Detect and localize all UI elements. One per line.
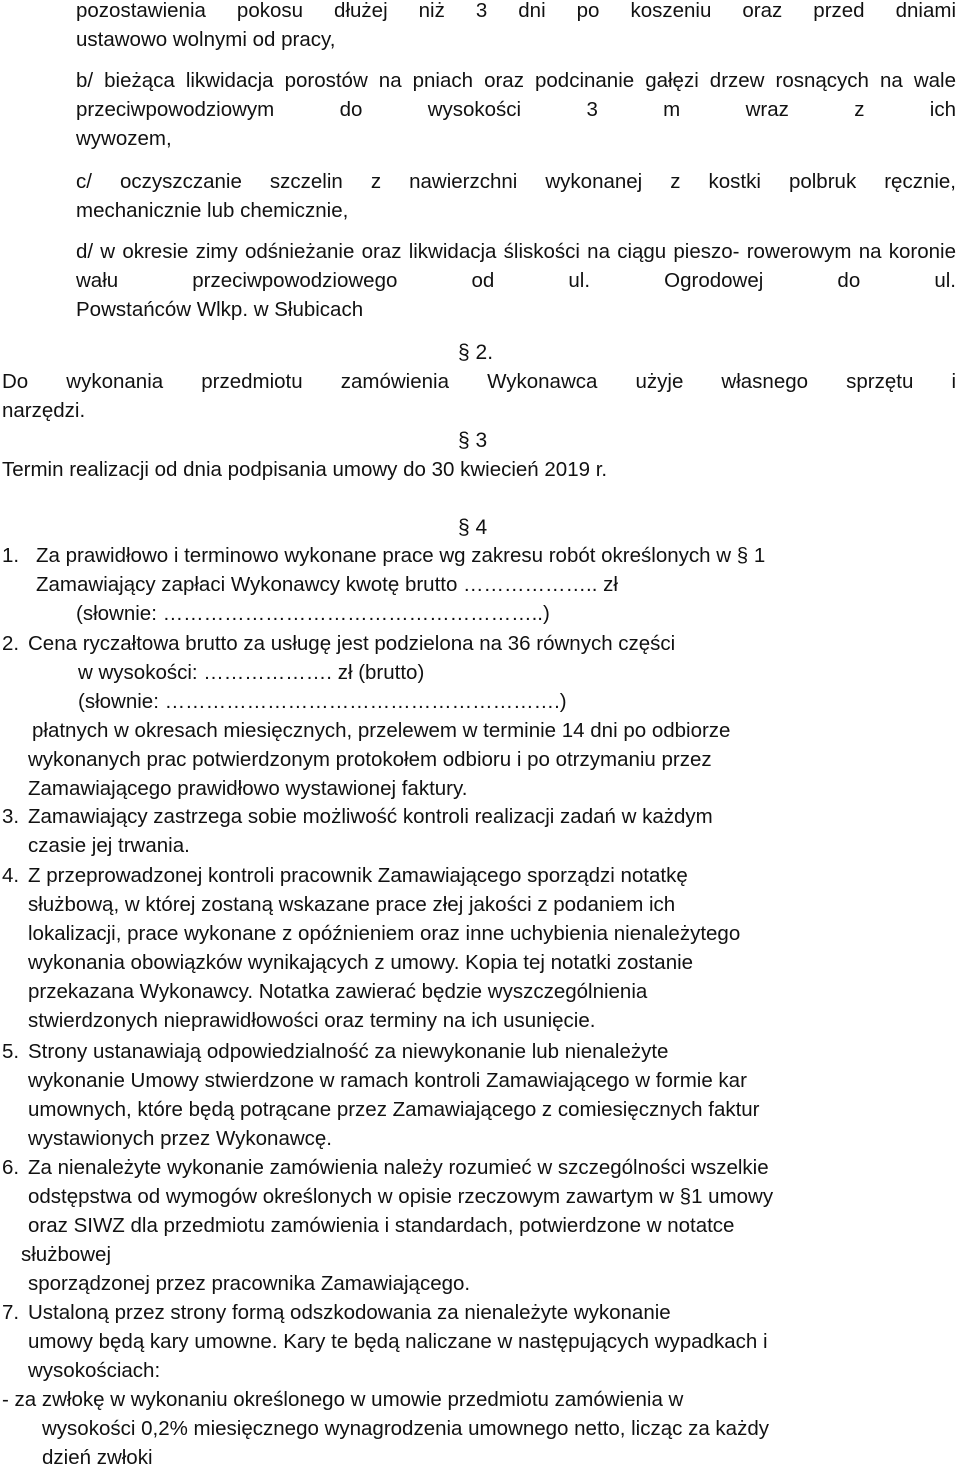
section-4-heading: § 4 xyxy=(458,516,488,539)
item-a-continuation xyxy=(76,0,956,54)
text-line: Cena ryczałtowa brutto za usługę jest podzielona na 36 równych części xyxy=(28,632,676,655)
text-line: Z przeprowadzonej kontroli pracownik Zamawiającego sporządzi notatkę xyxy=(28,864,688,887)
section-2-heading: § 2. xyxy=(458,341,494,364)
text-line: oraz SIWZ dla przedmiotu zamówienia i standardach, potwierdzone w notatce xyxy=(28,1214,735,1237)
text-line: wysokościach: xyxy=(28,1359,161,1382)
text-line: stwierdzonych nieprawidłowości oraz terminy na ich usunięcie. xyxy=(28,1009,596,1032)
section-3-text xyxy=(2,455,956,484)
text-line: Do wykonania przedmiotu zamówienia Wykonawca użyje własnego sprzętu i xyxy=(2,370,956,393)
text-line: pozostawienia pokosu dłużej niż 3 dni po koszeniu oraz przed dniami xyxy=(76,0,956,22)
text-line: - za zwłokę w wykonaniu określonego w umowie przedmiotu zamówienia w xyxy=(2,1388,684,1411)
item-number: 7. xyxy=(2,1301,20,1324)
section-2-text xyxy=(2,367,956,425)
text-line: przekazana Wykonawcy. Notatka zawierać będzie wyszczególnienia xyxy=(28,980,648,1003)
text-line: dzień zwłoki xyxy=(42,1446,153,1469)
text-line: rowerowym na koronie wału przeciwpowodziowego od ul. Ogrodowej do ul. xyxy=(76,240,956,292)
text-line: d/ w okresie zimy odśnieżanie oraz likwidacja śliskości na ciągu pieszo- xyxy=(76,240,740,263)
list-item xyxy=(2,1037,956,1153)
item-number: 6. xyxy=(2,1156,20,1179)
text-line: Powstańców Wlkp. w Słubicach xyxy=(76,298,364,321)
text-line: czasie jej trwania. xyxy=(28,834,190,857)
text-line: odstępstwa od wymogów określonych w opisie rzeczowym zawartym w §1 umowy xyxy=(28,1185,774,1208)
text-line: służbowej xyxy=(21,1243,112,1266)
text-line: Za prawidłowo i terminowo wykonane prace wg zakresu robót określonych w § 1 xyxy=(36,544,766,567)
item-c xyxy=(76,167,956,225)
text-line: płatnych w okresach miesięcznych, przelewem w terminie 14 dni po odbiorze xyxy=(32,719,731,742)
text-line: Zamawiający zapłaci Wykonawcy kwotę brutto ……………….. zł xyxy=(36,573,618,596)
text-line: ustawowo wolnymi od pracy, xyxy=(76,28,336,51)
list-item xyxy=(2,1298,956,1472)
text-line: wysokości 0,2% miesięcznego wynagrodzenia umownego netto, licząc za każdy xyxy=(42,1417,769,1440)
text-line: Ustaloną przez strony formą odszkodowania za nienależyte wykonanie xyxy=(28,1301,671,1324)
text-line: Za nienależyte wykonanie zamówienia należy rozumieć w szczególności wszelkie xyxy=(28,1156,769,1179)
text-line: Zamawiający zastrzega sobie możliwość kontroli realizacji zadań w każdym xyxy=(28,805,713,828)
item-b xyxy=(76,66,956,153)
text-line: rosnących na wale przeciwpowodziowym do wysokości 3 m wraz z ich xyxy=(76,69,956,121)
text-line: wystawionych przez Wykonawcę. xyxy=(28,1127,333,1150)
text-line: wykonanie Umowy stwierdzone w ramach kontroli Zamawiającego w formie kar xyxy=(28,1069,747,1092)
text-line: (słownie: ………………………………………………..) xyxy=(76,602,550,625)
text-line: lokalizacji, prace wykonane z opóźnieniem oraz inne uchybienia nienależytego xyxy=(28,922,741,945)
item-number: 2. xyxy=(2,632,20,655)
text-line: Strony ustanawiają odpowiedzialność za niewykonanie lub nienależyte xyxy=(28,1040,669,1063)
item-number: 4. xyxy=(2,864,20,887)
list-item xyxy=(2,1153,956,1298)
item-number: 1. xyxy=(2,544,20,567)
text-line: sporządzonej przez pracownika Zamawiającego. xyxy=(28,1272,471,1295)
text-line: Zamawiającego prawidłowo wystawionej faktury. xyxy=(28,777,468,800)
text-line: umownych, które będą potrącane przez Zamawiającego z comiesięcznych faktur xyxy=(28,1098,760,1121)
text-line: Termin realizacji od dnia podpisania umowy do 30 kwiecień 2019 r. xyxy=(2,458,608,481)
text-line: wywozem, xyxy=(76,127,172,150)
list-item xyxy=(2,802,956,860)
item-number: 5. xyxy=(2,1040,20,1063)
text-line: narzędzi. xyxy=(2,399,86,422)
item-d xyxy=(76,237,956,324)
list-item xyxy=(2,861,956,1035)
list-item xyxy=(2,541,956,628)
text-line: b/ bieżąca likwidacja porostów na pniach oraz podcinanie gałęzi drzew xyxy=(76,69,765,92)
text-line: w wysokości: ………………. zł (brutto) xyxy=(78,661,425,684)
list-item xyxy=(2,629,956,803)
text-line: (słownie: ………………………………………………….) xyxy=(78,690,567,713)
text-line: mechanicznie lub chemicznie, xyxy=(76,199,349,222)
item-number: 3. xyxy=(2,805,20,828)
text-line: wykonanych prac potwierdzonym protokołem odbioru i po otrzymaniu przez xyxy=(28,748,712,771)
text-line: c/ oczyszczanie szczelin z nawierzchni wykonanej z kostki polbruk ręcznie, xyxy=(76,170,956,193)
section-3-heading: § 3 xyxy=(458,429,488,452)
text-line: służbową, w której zostaną wskazane prace złej jakości z podaniem ich xyxy=(28,893,676,916)
text-line: umowy będą kary umowne. Kary te będą naliczane w następujących wypadkach i xyxy=(28,1330,768,1353)
text-line: wykonania obowiązków wynikających z umowy. Kopia tej notatki zostanie xyxy=(28,951,694,974)
